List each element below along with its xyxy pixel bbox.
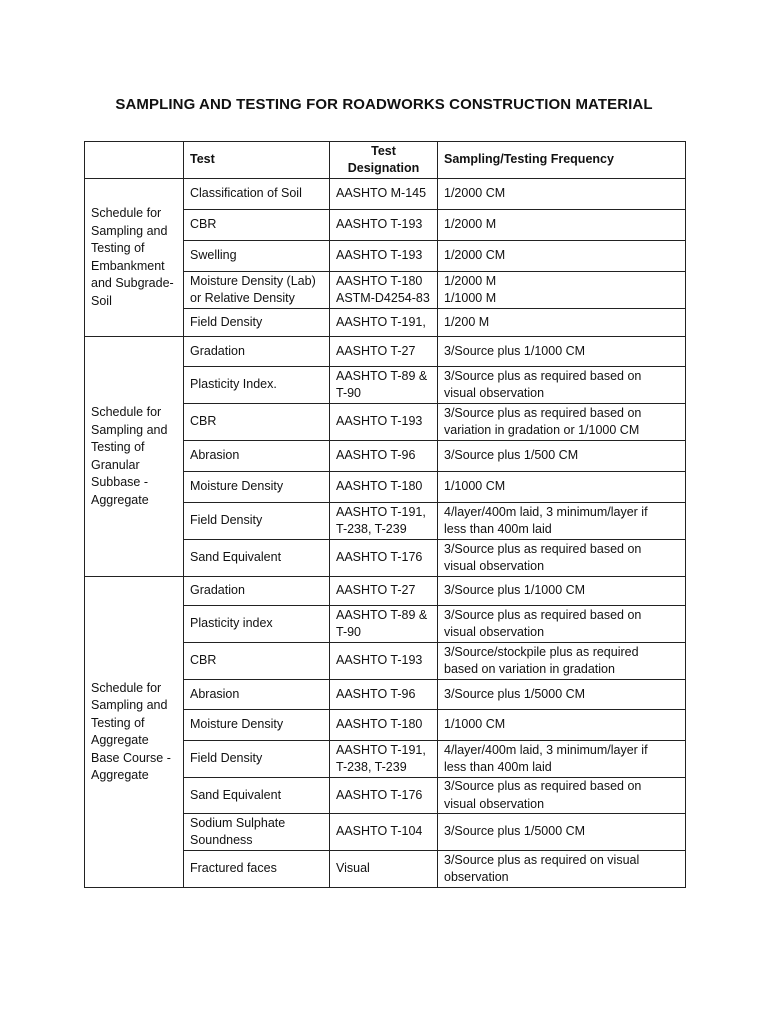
- frequency-cell: 1/2000 CM: [438, 179, 686, 210]
- test-cell: Gradation: [184, 337, 330, 367]
- test-cell: Sodium Sulphate Soundness: [184, 814, 330, 851]
- test-cell: Field Density: [184, 309, 330, 337]
- frequency-cell: 3/Source plus as required based on variation in gradation or 1/1000 CM: [438, 404, 686, 441]
- test-cell: Field Density: [184, 503, 330, 540]
- designation-cell: AASHTO M-145: [330, 179, 438, 210]
- test-cell: Moisture Density (Lab) or Relative Density: [184, 272, 330, 309]
- table-body: [85, 142, 686, 888]
- designation-cell: AASHTO T-180: [330, 710, 438, 741]
- frequency-cell: 3/Source plus 1/1000 CM: [438, 337, 686, 367]
- test-cell: CBR: [184, 210, 330, 241]
- frequency-cell: 3/Source plus as required based on visual observation: [438, 540, 686, 577]
- table-row: [85, 577, 686, 606]
- designation-cell: AASHTO T-96: [330, 680, 438, 710]
- frequency-cell: 1/1000 CM: [438, 472, 686, 503]
- frequency-cell: 3/Source plus 1/1000 CM: [438, 577, 686, 606]
- frequency-cell: 3/Source/stockpile plus as required based on variation in gradation: [438, 643, 686, 680]
- table-row: [85, 337, 686, 367]
- frequency-cell: 4/layer/400m laid, 3 minimum/layer if less than 400m laid: [438, 503, 686, 540]
- frequency-cell: 4/layer/400m laid, 3 minimum/layer if less than 400m laid: [438, 741, 686, 778]
- frequency-cell: 1/2000 CM: [438, 241, 686, 272]
- designation-cell: AASHTO T-193: [330, 404, 438, 441]
- frequency-cell: 3/Source plus as required based on visual observation: [438, 778, 686, 814]
- frequency-cell: 3/Source plus as required on visual observation: [438, 851, 686, 888]
- section-label-granular-subbase: Schedule for Sampling and Testing of Granular Subbase - Aggregate: [85, 337, 184, 577]
- frequency-cell: 3/Source plus as required based on visual observation: [438, 367, 686, 404]
- test-cell: Abrasion: [184, 680, 330, 710]
- header-test-designation: Test Designation: [330, 142, 438, 179]
- frequency-cell: 1/2000 M: [438, 210, 686, 241]
- designation-cell: AASHTO T-191, T-238, T-239: [330, 503, 438, 540]
- designation-cell: AASHTO T-27: [330, 337, 438, 367]
- frequency-cell: 1/1000 CM: [438, 710, 686, 741]
- designation-cell: AASHTO T-193: [330, 643, 438, 680]
- test-cell: Plasticity index: [184, 606, 330, 643]
- test-cell: Classification of Soil: [184, 179, 330, 210]
- test-cell: CBR: [184, 404, 330, 441]
- test-cell: Swelling: [184, 241, 330, 272]
- designation-cell: AASHTO T-180 ASTM-D4254-83: [330, 272, 438, 309]
- section-label-aggregate-base: Schedule for Sampling and Testing of Aggregate Base Course - Aggregate: [85, 577, 184, 888]
- test-cell: Moisture Density: [184, 710, 330, 741]
- header-section-cell: [85, 142, 184, 179]
- table-row: [85, 179, 686, 210]
- frequency-cell: 1/200 M: [438, 309, 686, 337]
- designation-cell: AASHTO T-193: [330, 241, 438, 272]
- page-title: SAMPLING AND TESTING FOR ROADWORKS CONSTRUCTION MATERIAL: [115, 96, 653, 113]
- test-cell: Field Density: [184, 741, 330, 778]
- test-cell: Abrasion: [184, 441, 330, 472]
- test-cell: Fractured faces: [184, 851, 330, 888]
- test-cell: Gradation: [184, 577, 330, 606]
- designation-cell: AASHTO T-96: [330, 441, 438, 472]
- test-cell: CBR: [184, 643, 330, 680]
- designation-cell: AASHTO T-176: [330, 778, 438, 814]
- frequency-cell: 1/2000 M 1/1000 M: [438, 272, 686, 309]
- designation-cell: AASHTO T-27: [330, 577, 438, 606]
- sampling-testing-table: [84, 141, 686, 888]
- designation-cell: Visual: [330, 851, 438, 888]
- section-label-embankment: Schedule for Sampling and Testing of Embankment and Subgrade- Soil: [85, 179, 184, 337]
- frequency-cell: 3/Source plus 1/5000 CM: [438, 814, 686, 851]
- designation-cell: AASHTO T-176: [330, 540, 438, 577]
- frequency-cell: 3/Source plus 1/5000 CM: [438, 680, 686, 710]
- header-test: Test: [184, 142, 330, 179]
- designation-cell: AASHTO T-89 & T-90: [330, 367, 438, 404]
- test-cell: Sand Equivalent: [184, 540, 330, 577]
- test-cell: Sand Equivalent: [184, 778, 330, 814]
- designation-cell: AASHTO T-180: [330, 472, 438, 503]
- test-cell: Moisture Density: [184, 472, 330, 503]
- table-header-row: [85, 142, 686, 179]
- frequency-cell: 3/Source plus 1/500 CM: [438, 441, 686, 472]
- designation-cell: AASHTO T-191, T-238, T-239: [330, 741, 438, 778]
- designation-cell: AASHTO T-193: [330, 210, 438, 241]
- designation-cell: AASHTO T-191,: [330, 309, 438, 337]
- test-cell: Plasticity Index.: [184, 367, 330, 404]
- frequency-cell: 3/Source plus as required based on visual observation: [438, 606, 686, 643]
- designation-cell: AASHTO T-104: [330, 814, 438, 851]
- designation-cell: AASHTO T-89 & T-90: [330, 606, 438, 643]
- header-sampling-frequency: Sampling/Testing Frequency: [438, 142, 686, 179]
